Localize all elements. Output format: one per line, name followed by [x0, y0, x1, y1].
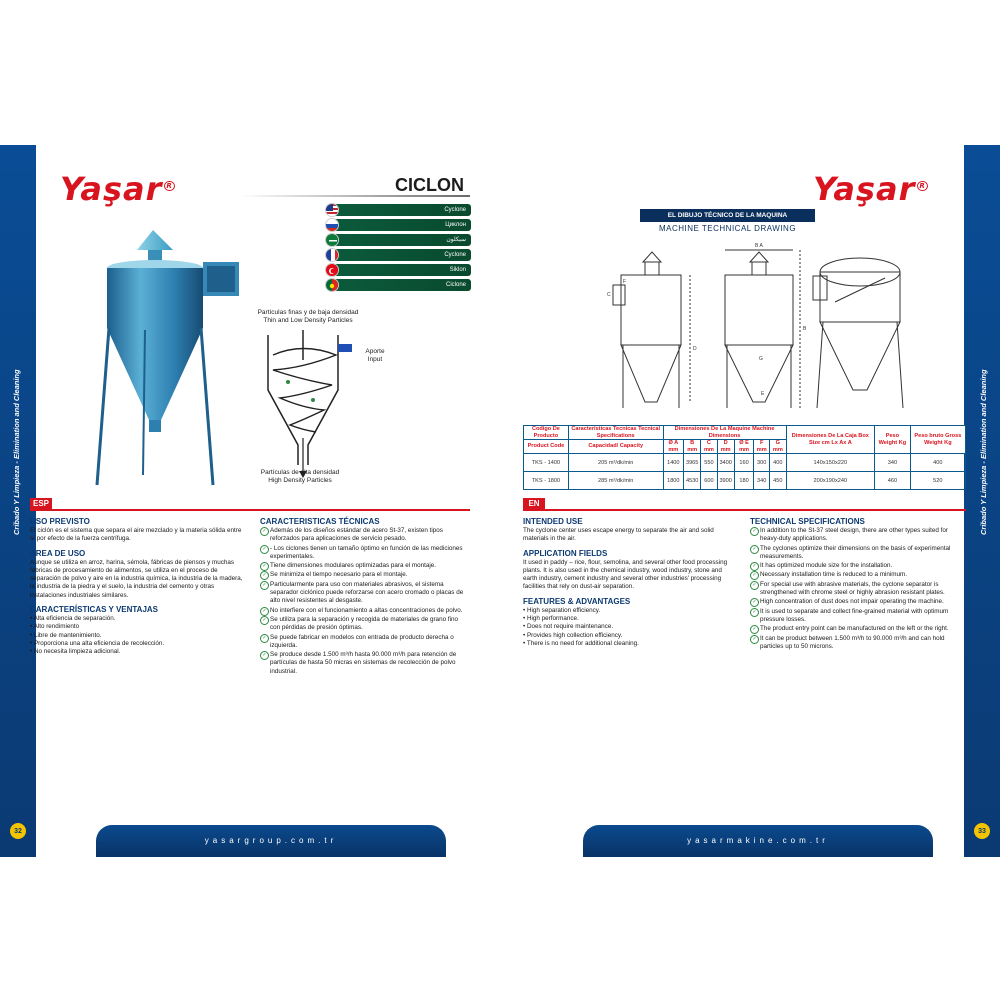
section-heading: INTENDED USE [523, 517, 583, 526]
section-heading: FEATURES & ADVANTAGES [523, 596, 631, 606]
language-label: Ciclone [335, 279, 471, 291]
logo-text: Yaşar [813, 170, 916, 208]
left-page [0, 145, 500, 857]
section-heading: AREA DE USO [30, 548, 86, 558]
section-text: Aunque se utiliza en arroz, harina, sémola, fábricas de piensos y muchas fábricas de procesamiento de alimentos, se utiliza en el proceso de separación de polvo y aire en la industria química, la industria de la madera, la industria de la piedra y el suelo, la industria del cemento y otras instalaciones industriales similares. [30, 558, 243, 599]
list-item: ✓ Se minimiza el tiempo necesario para el montaje. [260, 571, 468, 579]
col-header: Peso bruto Gross Weight Kg [910, 426, 965, 454]
tag-divider [523, 509, 966, 511]
label-line: Thin and Low Density Particles [263, 317, 353, 324]
us-flag-icon [325, 203, 339, 217]
list-item: • Libre de mantenimiento. [30, 632, 244, 640]
col-header: Capacidad/ Capacity [568, 440, 663, 454]
language-item [325, 249, 471, 261]
cell: 1800 [663, 472, 683, 490]
table-row [524, 472, 966, 490]
spanish-column-2 [260, 517, 468, 677]
cell: 460 [875, 472, 911, 490]
list-item: ✓ For special use with abrasive materials, the cyclone separator is strengthened with chrome steel or highly abrasion resistant plates. [750, 581, 966, 598]
yasar-logo [60, 170, 175, 208]
english-column-2 [750, 517, 966, 652]
drawing-subtitle: MACHINE TECHNICAL DRAWING [658, 224, 797, 233]
section-text: It used in paddy – rice, flour, semolina, and several other food processing plants. It is also used in the chemical industry, wood industry, stone and earth industry, cement industry and several other industries' processing facilities that rely on dust-air separation. [523, 558, 728, 591]
col-header: Caracteristicas Tecnicas Tecnical Specifications [568, 426, 663, 440]
list-item: • Alto rendimiento [30, 623, 244, 631]
russia-flag-icon [325, 218, 339, 232]
bottom-particles-label [245, 469, 355, 485]
cell: 180 [734, 472, 754, 490]
tag-divider [30, 509, 470, 511]
section-heading: TECHNICAL SPECIFICATIONS [750, 517, 865, 526]
language-label: سيكلون [335, 234, 471, 246]
feature-list [523, 607, 735, 648]
dim-label: G [759, 356, 763, 362]
france-flag-icon [325, 248, 339, 262]
cell: 160 [734, 454, 754, 472]
col-header: D mm [717, 440, 734, 454]
col-header: Product Code [524, 440, 569, 454]
col-header: Ø E mm [734, 440, 754, 454]
title-divider [240, 195, 470, 197]
cell: 1400 [663, 454, 683, 472]
cell: 4530 [684, 472, 701, 490]
dim-label: F [623, 279, 627, 285]
spanish-column-1 [30, 517, 244, 657]
list-item: ✓ - Los ciclones tienen un tamaño óptimo en función de las mediciones experimentales. [260, 545, 468, 562]
registered-mark: R [919, 182, 926, 191]
cell: 300 [754, 454, 770, 472]
cell: TKS - 1400 [524, 454, 569, 472]
list-item: • No necesita limpieza adicional. [30, 648, 244, 656]
registered-mark: R [166, 182, 173, 191]
section-heading: CARACTERISTICAS TÉCNICAS [260, 517, 380, 526]
drawing-title: EL DIBUJO TÉCNICO DE LA MAQUINA [640, 209, 815, 222]
list-item: • Alta eficiencia de separación. [30, 615, 244, 623]
side-caption: Cribado Y Limpieza - Elimination and Cleaning [979, 369, 988, 535]
list-item: ✓ Particularmente para uso con materiales abrasivos, el sistema separador ciclónico puede reforzarse con acero cromado o placas de alto nivel resistentes al desgaste. [260, 581, 468, 606]
english-column-1 [523, 517, 735, 648]
col-header: F mm [754, 440, 770, 454]
turkey-flag-icon [325, 263, 339, 277]
yasar-logo [813, 170, 928, 208]
feature-list [30, 615, 244, 656]
top-particles-label [248, 309, 368, 325]
list-item: ✓ In addition to the St-37 steel design, there are other types suited for heavy-duty applications. [750, 527, 966, 544]
list-item: ✓ Se produce desde 1.500 m³/h hasta 90.000 m³/h para retención de partículas de hasta 50 micras en sistemas de recolección de polvo industrial. [260, 651, 468, 676]
input-label [360, 348, 390, 364]
dim-label: D [693, 346, 697, 352]
section-heading: CARACTERÍSTICAS Y VENTAJAS [30, 605, 159, 615]
spec-list [750, 527, 966, 651]
footer-website[interactable]: yasargroup.com.tr [96, 825, 446, 857]
col-header: Peso Weight Kg [875, 426, 911, 454]
cell: 450 [770, 472, 786, 490]
col-header: Dimensiones De La Caja Box Size cm Lx Ax A [786, 426, 875, 454]
list-item: ✓ The cyclones optimize their dimensions on the basis of experimental measurements. [750, 545, 966, 562]
footer-website[interactable]: yasarmakine.com.tr [583, 825, 933, 857]
dim-label: C [607, 292, 611, 298]
col-header: Codigo De Producto [524, 426, 569, 440]
language-tag: ESP [30, 498, 52, 510]
list-item: ✓ Se utiliza para la separación y recogida de materiales de grano fino con pérdidas de presión óptimas. [260, 616, 468, 633]
list-item: • Provides high collection efficiency. [523, 632, 735, 640]
list-item: • High performance. [523, 615, 735, 623]
language-item [325, 264, 471, 276]
cell: TKS - 1800 [524, 472, 569, 490]
label-line: High Density Particles [268, 477, 332, 484]
language-label: Cyclone [335, 204, 471, 216]
cell: 200x190x240 [786, 472, 875, 490]
list-item: ✓ High concentration of dust does not impair operating the machine. [750, 598, 966, 606]
col-header: G mm [770, 440, 786, 454]
cell: 400 [770, 454, 786, 472]
page-number: 33 [974, 823, 990, 839]
language-item [325, 279, 471, 291]
label-line: Partículas de alta densidad [260, 469, 340, 476]
table-row [524, 454, 966, 472]
cell: 140x150x220 [786, 454, 875, 472]
list-item: ✓ It can be product between 1.500 m³/h to 90.000 m³/h and can hold particles up to 50 microns. [750, 635, 966, 652]
language-label: Cyclone [335, 249, 471, 261]
section-heading: USO PREVISTO [30, 517, 90, 526]
dim-label: E [761, 391, 765, 397]
language-tag: EN [523, 498, 545, 510]
list-item: ✓ It is used to separate and collect fine-grained material with optimum pressure losses. [750, 608, 966, 625]
col-header: Dimensiones De La Maquine Machine Dimensions [663, 426, 786, 440]
side-strip [964, 145, 1000, 857]
saudi-flag-icon [325, 233, 339, 247]
logo-text: Yaşar [60, 170, 163, 208]
label-line: Input [367, 356, 383, 363]
portugal-flag-icon [325, 278, 339, 292]
section-text: The cyclone center uses escape energy to separate the air and solid materials in the air. [523, 527, 714, 543]
language-label: Циклон [335, 219, 471, 231]
list-item: ✓ Además de los diseños estándar de acero St-37, existen tipos reforzados para aplicaciones de servicio pesado. [260, 527, 468, 544]
list-item: ✓ The product entry point can be manufactured on the left or the right. [750, 625, 966, 633]
list-item: • There is no need for additional cleaning. [523, 640, 735, 648]
language-item [325, 219, 471, 231]
cell: 3965 [684, 454, 701, 472]
technical-drawing [595, 240, 915, 415]
cell: 400 [910, 454, 965, 472]
cell: 285 m³/dk/min [568, 472, 663, 490]
list-item: ✓ It has optimized module size for the installation. [750, 562, 966, 570]
list-item: • High separation efficiency. [523, 607, 735, 615]
language-item [325, 234, 471, 246]
label-line: Partículas finas y de baja densidad [257, 309, 359, 316]
page-number: 32 [10, 823, 26, 839]
dimensions-table [523, 425, 966, 490]
cell: 205 m³/dk/min [568, 454, 663, 472]
right-page [500, 145, 1000, 857]
section-heading: APPLICATION FIELDS [523, 548, 608, 558]
cell: 340 [875, 454, 911, 472]
list-item: • Proporciona una alta eficiencia de recolección. [30, 640, 244, 648]
list-item: ✓ Tiene dimensiones modulares optimizadas para el montaje. [260, 562, 468, 570]
col-header: B mm [684, 440, 701, 454]
dim-label: B [803, 326, 807, 332]
cell: 340 [754, 472, 770, 490]
page-title: CICLON [395, 175, 464, 195]
label-line: Aporte [365, 348, 385, 355]
list-item: ✓ Se puede fabricar en modelos con entrada de producto derecha o izquierda. [260, 634, 468, 651]
col-header: Ø A mm [663, 440, 683, 454]
cell: 520 [910, 472, 965, 490]
col-header: C mm [701, 440, 717, 454]
cell: 3400 [717, 454, 734, 472]
spec-list [260, 527, 468, 676]
section-text: El ciclón es el sistema que separa el aire mezclado y la materia sólida entre sí por efecto de la fuerza centrífuga. [30, 527, 242, 543]
list-item: ✓ No interfiere con el funcionamiento a altas concentraciones de polvo. [260, 607, 468, 615]
language-list [325, 204, 471, 294]
dim-label: B A [755, 243, 763, 249]
table-header-row [524, 426, 966, 440]
list-item: ✓ Necessary installation time is reduced to a minimum. [750, 571, 966, 579]
language-item [325, 204, 471, 216]
cyclone-product-image [95, 220, 255, 500]
language-label: Siklon [335, 264, 471, 276]
cell: 550 [701, 454, 717, 472]
list-item: • Does not require maintenance. [523, 623, 735, 631]
cell: 600 [701, 472, 717, 490]
cell: 3900 [717, 472, 734, 490]
side-caption: Cribado Y Limpieza - Elimination and Cleaning [12, 369, 21, 535]
